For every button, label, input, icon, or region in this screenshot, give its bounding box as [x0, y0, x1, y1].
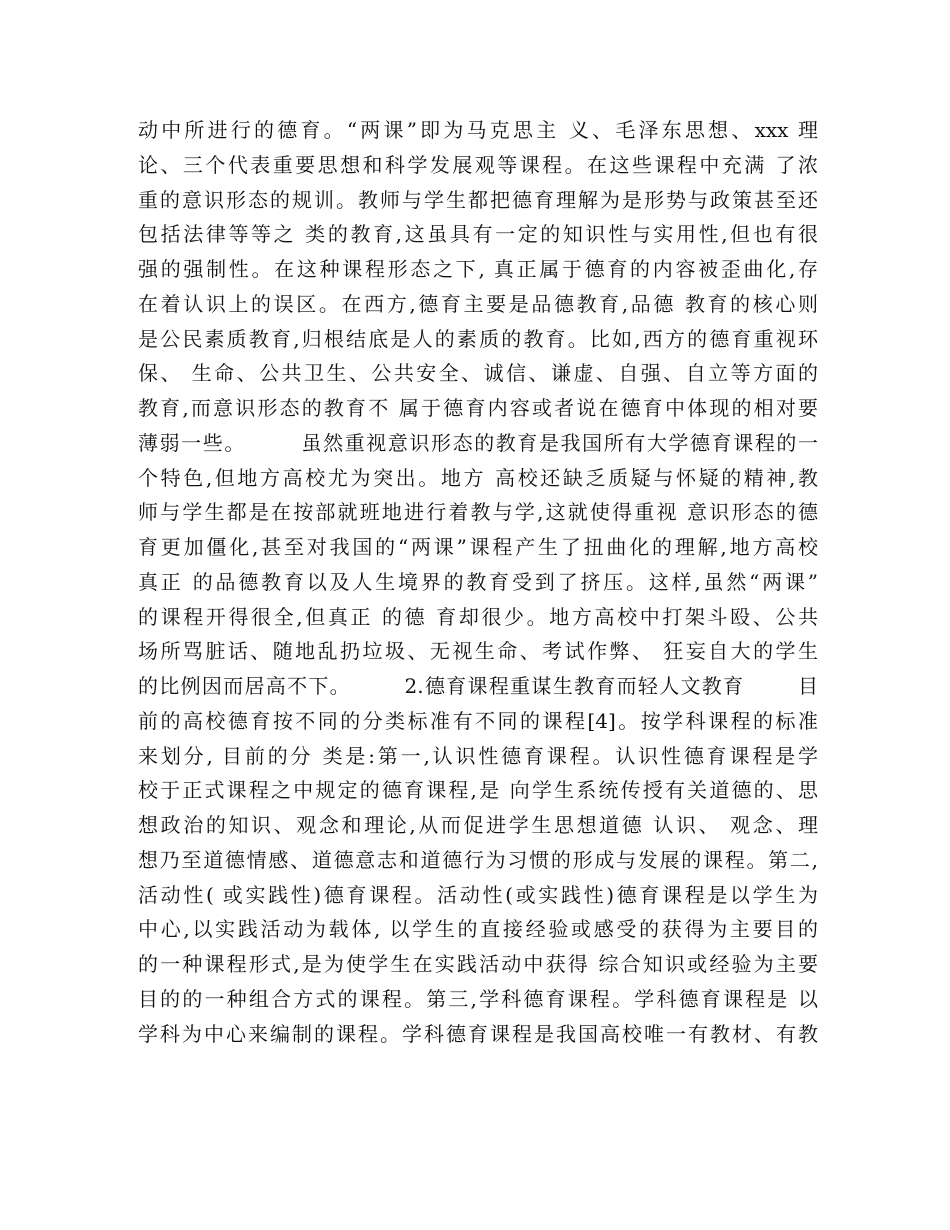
body-text: [138, 113, 818, 1051]
text-line: 保、 生命、公共卫生、公共安全、诚信、谦虚、自强、自立等方面的: [138, 361, 818, 386]
text-line: 来划分, 目前的分 类是:第一,认识性德育课程。认识性德育课程是学: [138, 743, 818, 768]
text-line: 场所骂脏话、随地乱扔垃圾、无视生命、考试作弊、 狂妄自大的学生: [138, 639, 818, 664]
text-line: 真正 的品德教育以及人生境界的教育受到了挤压。这样,虽然“两课”: [138, 569, 818, 594]
text-line: 的一种课程形式,是为使学生在实践活动中获得 综合知识或经验为主要: [138, 952, 818, 976]
text-line: 薄弱一些。 虽然重视意识形态的教育是我国所有大学德育课程的一: [138, 430, 818, 455]
text-line: 目的的一种组合方式的课程。第三,学科德育课程。学科德育课程是 以: [138, 986, 818, 1011]
text-line: 学科为中心来编制的课程。学科德育课程是我国高校唯一有教材、有教: [138, 1021, 818, 1046]
text-line: 在着认识上的误区。在西方,德育主要是品德教育,品德 教育的核心则: [138, 291, 818, 316]
text-line: 重的意识形态的规训。教师与学生都把德育理解为是形势与政策甚至还: [138, 187, 818, 212]
text-line: 想乃至道德情感、道德意志和道德行为习惯的形成与发展的课程。第二,: [138, 847, 818, 872]
text-line: 的课程开得很全,但真正 的德 育却很少。地方高校中打架斗殴、公共: [138, 604, 818, 629]
text-line: 前的高校德育按不同的分类标准有不同的课程[4]。按学科课程的标准: [138, 708, 818, 733]
text-line: 个特色,但地方高校尤为突出。地方 高校还缺乏质疑与怀疑的精神,教: [138, 465, 818, 490]
text-line: 校于正式课程之中规定的德育课程,是 向学生系统传授有关道德的、思: [138, 778, 818, 803]
text-line: 活动性( 或实践性)德育课程。活动性(或实践性)德育课程是以学生为: [138, 882, 818, 907]
text-line: 强的强制性。在这种课程形态之下, 真正属于德育的内容被歪曲化,存: [138, 257, 818, 281]
text-line: 动中所进行的德育。“两课”即为马克思主 义、毛泽东思想、xxx 理: [138, 118, 818, 142]
text-line: 想政治的知识、观念和理论,从而促进学生思想道德 认识、 观念、理: [138, 813, 818, 837]
text-line: 包括法律等等之 类的教育,这虽具有一定的知识性与实用性,但也有很: [138, 222, 818, 247]
text-line: 的比例因而居高不下。 2.德育课程重谋生教育而轻人文教育 目: [138, 674, 818, 698]
text-line: 是公民素质教育,归根结底是人的素质的教育。比如,西方的德育重视环: [138, 326, 818, 351]
text-line: 育更加僵化,甚至对我国的“两课”课程产生了扭曲化的理解,地方高校: [138, 535, 818, 559]
text-line: 师与学生都是在按部就班地进行着教与学,这就使得重视 意识形态的德: [138, 500, 818, 525]
text-line: 论、三个代表重要思想和科学发展观等课程。在这些课程中充满 了浓: [138, 152, 818, 177]
text-line: 教育,而意识形态的教育不 属于德育内容或者说在德育中体现的相对要: [138, 396, 818, 420]
text-line: 中心,以实践活动为载体, 以学生的直接经验或感受的获得为主要目的: [138, 917, 818, 942]
